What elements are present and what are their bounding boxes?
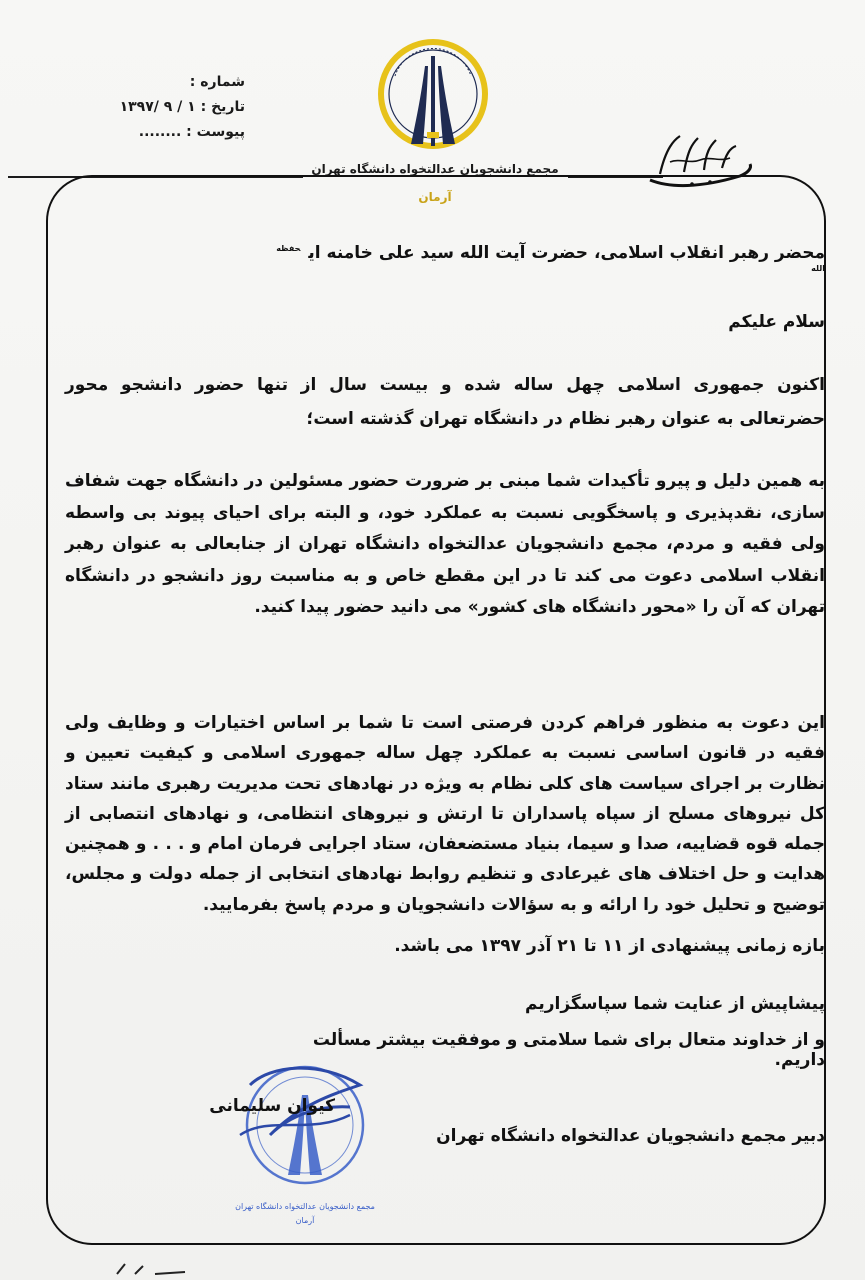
closing-line-1: پیشاپیش از عنایت شما سپاسگزاریم — [524, 994, 825, 1014]
bottom-edge-mark — [115, 1262, 205, 1276]
signer-title: دبیر مجمع دانشجویان عدالتخواه دانشگاه تهران — [436, 1126, 825, 1146]
svg-text:مجمع دانشجویان عدالتخواه دانشگ: مجمع دانشجویان عدالتخواه دانشگاه تهران — [235, 1202, 375, 1211]
svg-text:آرمان: آرمان — [295, 1216, 315, 1225]
logo-emblem-icon — [373, 36, 493, 162]
greeting: سلام علیکم — [728, 312, 825, 332]
signer-name: کیوان سلیمانی — [209, 1096, 335, 1116]
salutation — [265, 243, 825, 283]
letter-meta — [95, 70, 245, 145]
number-field: شماره : — [189, 74, 245, 90]
organization-name: مجمع دانشجویان عدالتخواه دانشگاه تهران — [311, 162, 559, 176]
paragraph-3: این دعوت به منظور فراهم کردن فرصتی است تا شما بر اساس اختیارات و وظایف ولی فقیه در قانون اساسی نسبت به عملکرد چهل ساله جمهوری اسلامی و کیفیت تعیین و نظارت بر اجرای سیاست های کلی نظام به ویژه در نهادهای تحت مدیریت رهبری مانند ستاد کل نیروهای مسلح از سپاه پاسداران تا ارتش و نیروهای انتظامی، و نهادهای انتصابی از جمله قوه قضاییه، صدا و سیما، بنیاد مستضعفان، ستاد اجرایی فرمان امام و . . . و همچنین هدایت و حل اختلاف های غیرعادی و تنظیم روابط نهادهای انتخابی از جمله دولت و مجلس، توضیح و تحلیل خود را ارائه و به سؤالات دانشجویان و مردم پاسخ بفرمایید. — [65, 713, 825, 915]
date-field: تاریخ : ۱ / ۹ /۱۳۹۷ — [119, 99, 245, 115]
paragraph-1: اکنون جمهوری اسلامی چهل ساله شده و بیست سال از تنها حضور دانشجو محور حضرتعالی به عنوان رهبر نظام در دانشگاه تهران گذشته است؛ — [65, 375, 825, 429]
honorific: حفظه الله — [276, 244, 825, 274]
organization-subtitle: آرمان — [418, 190, 452, 204]
closing-line-2: و از خداوند متعال برای شما سلامتی و موفقیت بیشتر مسألت داریم. — [312, 1030, 825, 1070]
salutation-text: محضر رهبر انقلاب اسلامی، حضرت آیت الله سید علی خامنه ای — [308, 243, 825, 263]
paragraph-2: به همین دلیل و پیرو تأکیدات شما مبنی بر ضرورت حضور مسئولین در دانشگاه جهت شفاف سازی، نقدپذیری و پاسخگویی نسبت به عملکرد خود، و البته برای احیای پیوند بی واسطه ولی فقیه و مردم، مجمع دانشجویان عدالتخواه دانشگاه تهران از جنابعالی به عنوان رهبر انقلاب اسلامی دعوت می کند تا در این مقطع خاص و به مناسبت روز دانشجو در دانشگاه تهران که آن را «محور دانشگاه های کشور» می دانید حضور پیدا کنید. — [65, 471, 825, 617]
attachment-field: پیوست : ........ — [138, 124, 245, 140]
paragraph-4: بازه زمانی پیشنهادی از ۱۱ تا ۲۱ آذر ۱۳۹۷ می باشد. — [394, 936, 825, 956]
